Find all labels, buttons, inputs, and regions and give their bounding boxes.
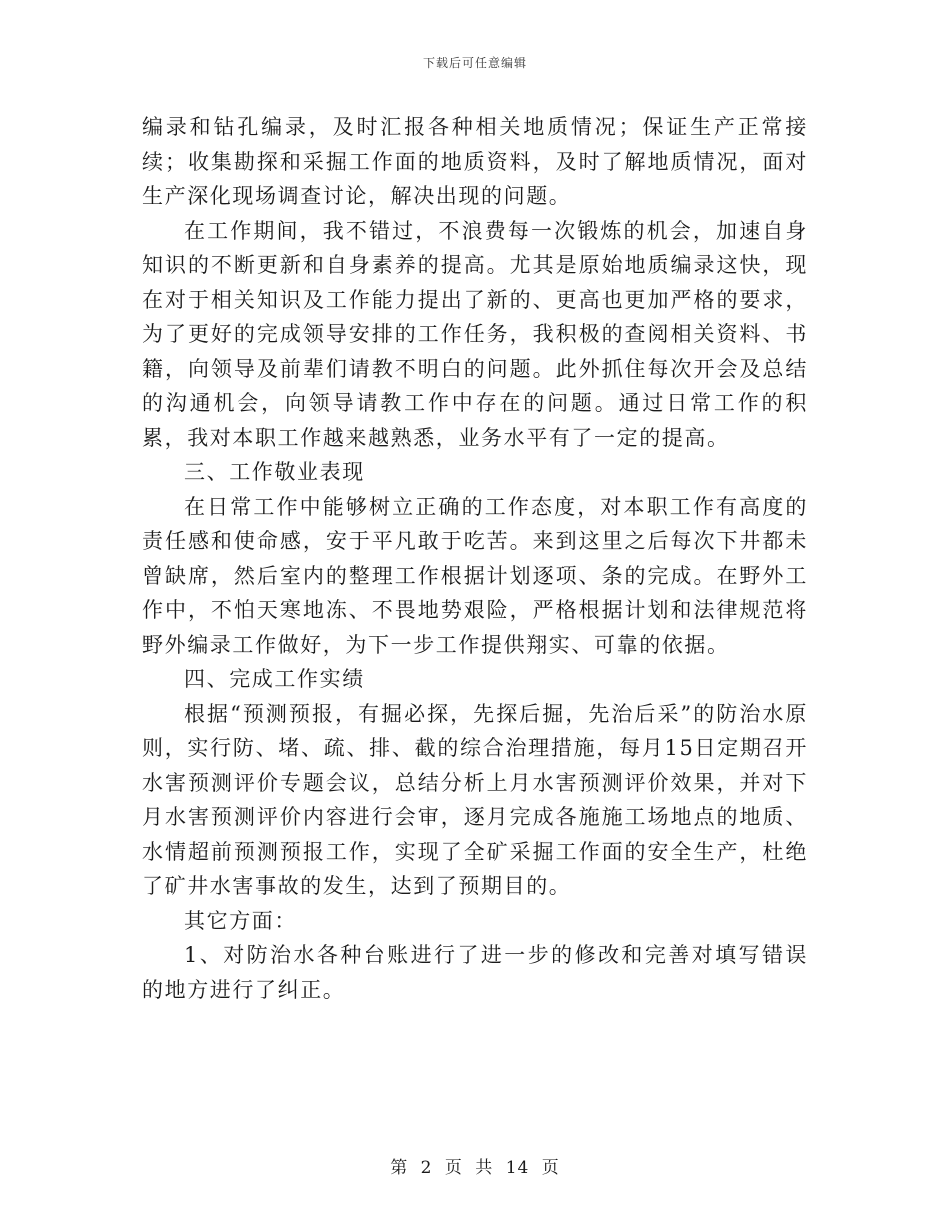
page-header: 下载后可任意编辑 xyxy=(422,56,527,70)
paragraph-1: 编录和钻孔编录，及时汇报各种相关地质情况；保证生产正常接续；收集勘探和采掘工作面的地质资料，及时了解地质情况，面对生产深化现场调查讨论，解决出现的问题。 xyxy=(142,115,808,208)
list-item-1: 1、对防治水各种台账进行了进一步的修改和完善对填写错误的地方进行了纠正。 xyxy=(142,943,808,1002)
document-body xyxy=(142,110,808,1007)
paragraph-3: 在日常工作中能够树立正确的工作态度，对本职工作有高度的责任感和使命感，安于平凡敢于吃苦。来到这里之后每次下井都未曾缺席，然后室内的整理工作根据计划逐项、条的完成。在野外工作中，不怕天寒地冻、不畏地势艰险，严格根据计划和法律规范将野外编录工作做好，为下一步工作提供翔实、可靠的依据。 xyxy=(142,494,808,657)
section-heading-other: 其它方面： xyxy=(184,908,297,933)
paragraph-2: 在工作期间，我不错过，不浪费每一次锻炼的机会，加速自身知识的不断更新和自身素养的提高。尤其是原始地质编录这快，现在对于相关知识及工作能力提出了新的、更高也更加严格的要求，为了更好的完成领导安排的工作任务，我积极的查阅相关资料、书籍，向领导及前辈们请教不明白的问题。此外抓住每次开会及总结的沟通机会，向领导请教工作中存在的问题。通过日常工作的积累，我对本职工作越来越熟悉，业务水平有了一定的提高。 xyxy=(142,218,808,450)
page-number-footer: 第 2 页 共 14 页 xyxy=(390,1158,560,1178)
section-heading-work-dedication: 三、工作敬业表现 xyxy=(184,460,365,484)
paragraph-4: 根据“预测预报，有掘必探，先探后掘，先治后采”的防治水原则，实行防、堵、疏、排、截的综合治理措施，每月15日定期召开水害预测评价专题会议，总结分析上月水害预测评价效果，并对下月水害预测评价内容进行会审，逐月完成各施施工场地点的地质、水情超前预测预报工作，实现了全矿采掘工作面的安全生产，杜绝了矿井水害事故的发生，达到了预期目的。 xyxy=(142,701,808,898)
section-heading-work-results: 四、完成工作实绩 xyxy=(184,667,365,691)
